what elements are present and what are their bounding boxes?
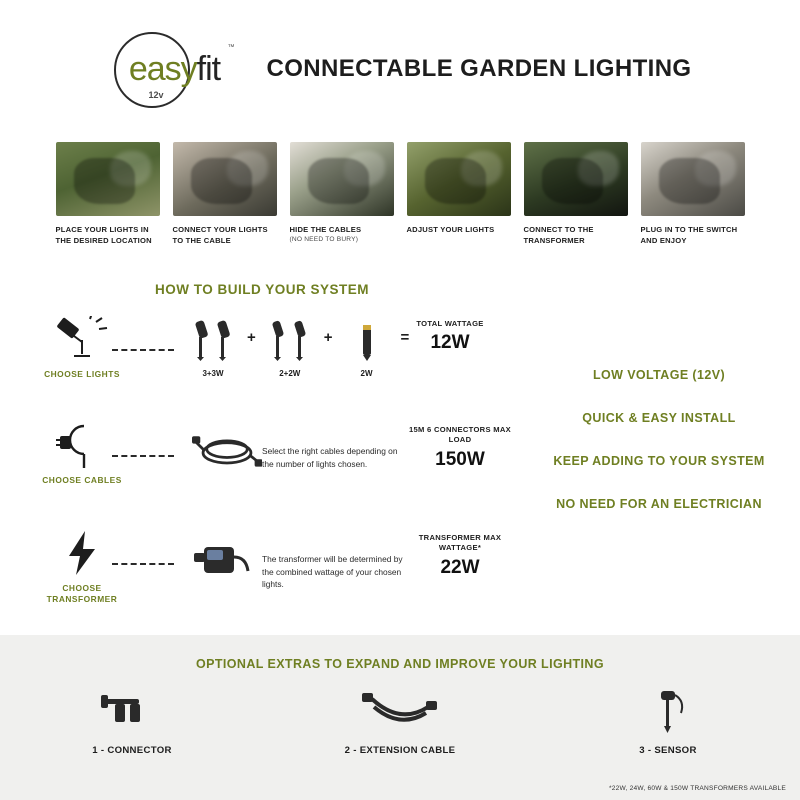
transformer-icon xyxy=(190,535,260,581)
step-caption: CONNECT TO THE TRANSFORMER xyxy=(523,225,594,245)
total-wattage xyxy=(390,319,510,354)
extra-sensor xyxy=(593,683,743,756)
equals-operator: = xyxy=(400,329,410,346)
bollard-light-icon xyxy=(339,315,395,361)
step-item xyxy=(290,142,394,246)
benefit-item: LOW VOLTAGE (12V) xyxy=(592,368,726,382)
wattage-label: TRANSFORMER MAX WATTAGE* xyxy=(418,533,502,553)
wattage-value: 22W xyxy=(440,556,480,578)
product-caption: 2W xyxy=(360,369,373,378)
wattage-value: 150W xyxy=(435,448,485,470)
spotlight-icon xyxy=(28,315,136,363)
cable-products xyxy=(192,427,262,473)
choose-cables-label: CHOOSE CABLES xyxy=(42,475,122,485)
product-bollard-2w xyxy=(339,315,395,378)
benefits-list xyxy=(528,368,790,540)
twin-spotlight-icon xyxy=(185,315,241,361)
photo-connect-transformer xyxy=(524,142,628,216)
twin-spotlight-icon xyxy=(262,315,318,361)
cable-max-load xyxy=(400,425,520,471)
photo-plug-in-switch xyxy=(641,142,745,216)
steps-strip xyxy=(0,142,800,246)
footer xyxy=(0,635,800,800)
choose-transformer-label: CHOOSE TRANSFORMER xyxy=(46,583,118,605)
transformer-note: The transformer will be determined by the combined wattage of your chosen lights. xyxy=(262,554,403,590)
build-row-lights xyxy=(0,315,560,411)
wattage-value: 12W xyxy=(430,332,470,354)
coiled-cable-icon xyxy=(192,427,262,473)
connector-dashes xyxy=(112,563,174,565)
wattage-label: 15M 6 CONNECTORS MAX LOAD xyxy=(408,425,512,445)
wattage-label: TOTAL WATTAGE xyxy=(416,319,484,328)
choose-cables xyxy=(28,421,136,486)
cable-plug-icon xyxy=(28,421,136,469)
sensor-icon xyxy=(593,683,743,737)
step-item xyxy=(56,142,160,246)
product-caption: 3+3W xyxy=(202,369,224,378)
build-row-transformer xyxy=(0,529,560,625)
step-item xyxy=(524,142,628,246)
transformer-max-wattage xyxy=(400,533,520,579)
photo-hide-cables xyxy=(290,142,394,216)
footer-disclaimer: *22W, 24W, 60W & 150W TRANSFORMERS AVAILABLE xyxy=(609,785,786,792)
step-caption: PLACE YOUR LIGHTS IN THE DESIRED LOCATION xyxy=(55,225,152,245)
photo-connect-lights xyxy=(173,142,277,216)
product-twin-spotlight-3w xyxy=(185,315,241,378)
extra-caption: 2 - EXTENSION CABLE xyxy=(344,745,456,756)
logo-trademark: ™ xyxy=(227,44,235,51)
product-caption: 2+2W xyxy=(279,369,301,378)
benefit-item: KEEP ADDING TO YOUR SYSTEM xyxy=(553,454,765,468)
step-item xyxy=(173,142,277,246)
choose-lights-label: CHOOSE LIGHTS xyxy=(44,369,120,379)
plus-operator: + xyxy=(247,329,256,346)
step-caption: ADJUST YOUR LIGHTS xyxy=(406,225,495,234)
footer-title: OPTIONAL EXTRAS TO EXPAND AND IMPROVE YOUR LIGHTING xyxy=(196,657,604,671)
photo-adjust-lights xyxy=(407,142,511,216)
plus-operator: + xyxy=(323,329,333,346)
photo-place-lights xyxy=(56,142,160,216)
logo-fit-text: fit xyxy=(196,49,221,88)
step-item xyxy=(407,142,511,246)
extension-cable-icon xyxy=(325,683,475,737)
product-transformer xyxy=(190,535,260,581)
extra-connector xyxy=(57,683,207,756)
cables-note: Select the right cables depending on the number of lights chosen. xyxy=(262,446,398,469)
product-coiled-cable xyxy=(192,427,262,473)
logo-voltage-label: 12v xyxy=(148,90,164,100)
extras-list xyxy=(0,683,800,756)
build-row-cables xyxy=(0,421,560,517)
step-caption-sub: (NO NEED TO BURY) xyxy=(289,236,359,243)
benefit-item: QUICK & EASY INSTALL xyxy=(582,411,736,425)
connector-dashes xyxy=(112,455,174,457)
header xyxy=(0,0,800,112)
step-item xyxy=(641,142,745,246)
page-title: CONNECTABLE GARDEN LIGHTING xyxy=(266,55,692,82)
lightning-bolt-icon xyxy=(28,529,136,577)
step-caption: HIDE THE CABLES (NO NEED TO BURY) xyxy=(290,224,394,245)
step-caption: CONNECT YOUR LIGHTS TO THE CABLE xyxy=(172,225,268,245)
connector-icon xyxy=(57,683,207,737)
logo-text xyxy=(129,50,220,89)
transformer-products xyxy=(190,535,260,581)
connector-dashes xyxy=(112,349,174,351)
benefit-item: NO NEED FOR AN ELECTRICIAN xyxy=(556,497,762,511)
step-caption: PLUG IN TO THE SWITCH AND ENJOY xyxy=(640,225,738,245)
choose-transformer xyxy=(28,529,136,606)
logo xyxy=(108,26,240,112)
product-twin-spotlight-2w xyxy=(262,315,318,378)
lights-products xyxy=(185,315,410,378)
build-section-title: HOW TO BUILD YOUR SYSTEM xyxy=(155,282,370,297)
choose-lights xyxy=(28,315,136,380)
extra-caption: 1 - CONNECTOR xyxy=(92,745,172,756)
extra-extension-cable xyxy=(325,683,475,756)
logo-easy-text: easy xyxy=(128,49,197,88)
extra-caption: 3 - SENSOR xyxy=(639,745,697,756)
